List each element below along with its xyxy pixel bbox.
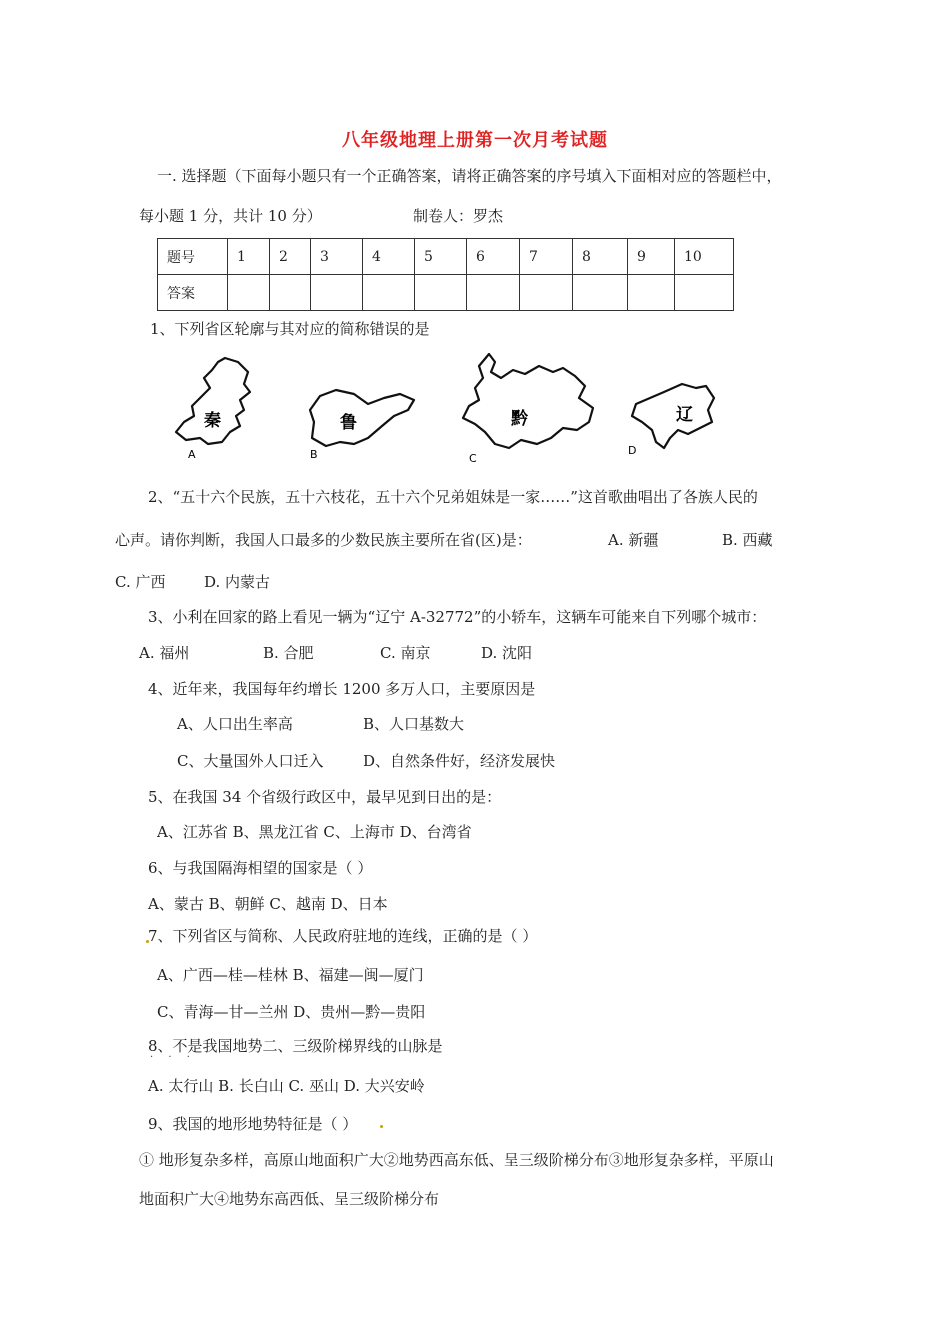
intro-line-1: 一. 选择题（下面每小题只有一个正确答案，请将正确答案的序号填入下面相对应的答题栏中， (157, 167, 782, 185)
table-cell-number: 2 (270, 239, 311, 275)
question-3-option-b: B. 合肥 (263, 644, 314, 662)
table-cell-number: 5 (415, 239, 467, 275)
map-a-letter: A (188, 448, 196, 461)
question-2-option-a: A. 新疆 (608, 531, 659, 549)
table-cell-number: 9 (628, 239, 675, 275)
map-c-name: 黔 (511, 409, 528, 429)
mark-dot (380, 1125, 383, 1128)
table-cell-number: 1 (228, 239, 270, 275)
question-2-line-2: 心声。请你判断，我国人口最多的少数民族主要所在省(区)是： (115, 531, 532, 549)
map-guizhou (455, 348, 605, 466)
question-7-options-cd: C、青海—甘—兰州 D、贵州—黔—贵阳 (157, 1003, 426, 1021)
liaoning-outline (632, 384, 714, 448)
question-6: 6、与我国隔海相望的国家是（ ） (148, 859, 373, 877)
map-d-letter: D (628, 444, 637, 457)
answer-cell[interactable] (270, 275, 311, 311)
answer-cell[interactable] (520, 275, 573, 311)
shandong-outline (310, 390, 414, 446)
question-6-options: A、蒙古 B、朝鲜 C、越南 D、日本 (148, 895, 388, 913)
map-shandong (302, 382, 422, 462)
question-2-option-b: B. 西藏 (722, 531, 773, 549)
question-7: 7、下列省区与简称、人民政府驻地的连线，正确的是（ ） (148, 927, 538, 945)
table-header-answer: 答案 (158, 275, 228, 311)
question-3: 3、小利在回家的路上看见一辆为“辽宁 A-32772”的小轿车，这辆车可能来自下列哪个城市： (148, 608, 767, 626)
map-d-name: 辽 (676, 405, 693, 425)
answer-cell[interactable] (363, 275, 415, 311)
question-9-line-2: 地面积广大④地势东高西低、呈三级阶梯分布 (139, 1190, 440, 1208)
question-1: 1、下列省区轮廓与其对应的简称错误的是 (150, 320, 430, 338)
map-b-letter: B (310, 448, 318, 461)
question-5-options: A、江苏省 B、黑龙江省 C、上海市 D、台湾省 (157, 823, 472, 841)
question-5: 5、在我国 34 个省级行政区中，最早见到日出的是： (148, 788, 502, 806)
question-8: 8、不是我国地势二、三级阶梯界线的山脉是 (148, 1037, 443, 1055)
author-label: 制卷人：罗杰 (413, 207, 504, 225)
question-2-option-d: D. 内蒙古 (204, 573, 271, 591)
map-liaoning (622, 376, 722, 458)
question-4-option-c: C、大量国外人口迁入 (177, 752, 324, 770)
map-a-name: 秦 (204, 411, 221, 431)
question-4-option-d: D、自然条件好，经济发展快 (363, 752, 556, 770)
answer-table-number-row (158, 239, 734, 275)
guizhou-outline (463, 354, 593, 448)
question-8-options: A. 太行山 B. 长白山 C. 巫山 D. 大兴安岭 (148, 1077, 425, 1095)
answer-cell[interactable] (573, 275, 628, 311)
shaanxi-outline (176, 358, 250, 444)
map-shaanxi (170, 352, 270, 462)
question-4-option-b: B、人口基数大 (363, 715, 465, 733)
question-3-option-c: C. 南京 (380, 644, 431, 662)
emphasis-dots: · · · (150, 1052, 196, 1063)
map-b-name: 鲁 (340, 413, 357, 433)
answer-cell[interactable] (467, 275, 520, 311)
question-2-line-1: 2、“五十六个民族，五十六枝花，五十六个兄弟姐妹是一家……”这首歌曲唱出了各族人民的 (148, 488, 758, 506)
table-cell-number: 7 (520, 239, 573, 275)
answer-table (157, 238, 734, 311)
question-9-line-1: ① 地形复杂多样，高原山地面积广大②地势西高东低、呈三级阶梯分布③地形复杂多样，平原山 (139, 1151, 774, 1169)
page-title: 八年级地理上册第一次月考试题 (342, 130, 608, 151)
question-7-options-ab: A、广西—桂—桂林 B、福建—闽—厦门 (157, 966, 424, 984)
answer-cell[interactable] (675, 275, 734, 311)
question-3-option-d: D. 沈阳 (481, 644, 533, 662)
question-3-option-a: A. 福州 (139, 644, 190, 662)
answer-cell[interactable] (311, 275, 363, 311)
question-4-option-a: A、人口出生率高 (177, 715, 293, 733)
question-4: 4、近年来，我国每年约增长 1200 多万人口，主要原因是 (148, 680, 536, 698)
table-cell-number: 10 (675, 239, 734, 275)
answer-cell[interactable] (228, 275, 270, 311)
question-9: 9、我国的地形地势特征是（ ） (148, 1115, 358, 1133)
intro-line-2: 每小题 1 分，共计 10 分） (139, 207, 322, 225)
question-2-option-c: C. 广西 (115, 573, 166, 591)
answer-table-answer-row (158, 275, 734, 311)
table-cell-number: 8 (573, 239, 628, 275)
table-header-number: 题号 (158, 239, 228, 275)
table-cell-number: 4 (363, 239, 415, 275)
table-cell-number: 3 (311, 239, 363, 275)
answer-cell[interactable] (415, 275, 467, 311)
answer-cell[interactable] (628, 275, 675, 311)
table-cell-number: 6 (467, 239, 520, 275)
map-c-letter: C (469, 452, 477, 465)
